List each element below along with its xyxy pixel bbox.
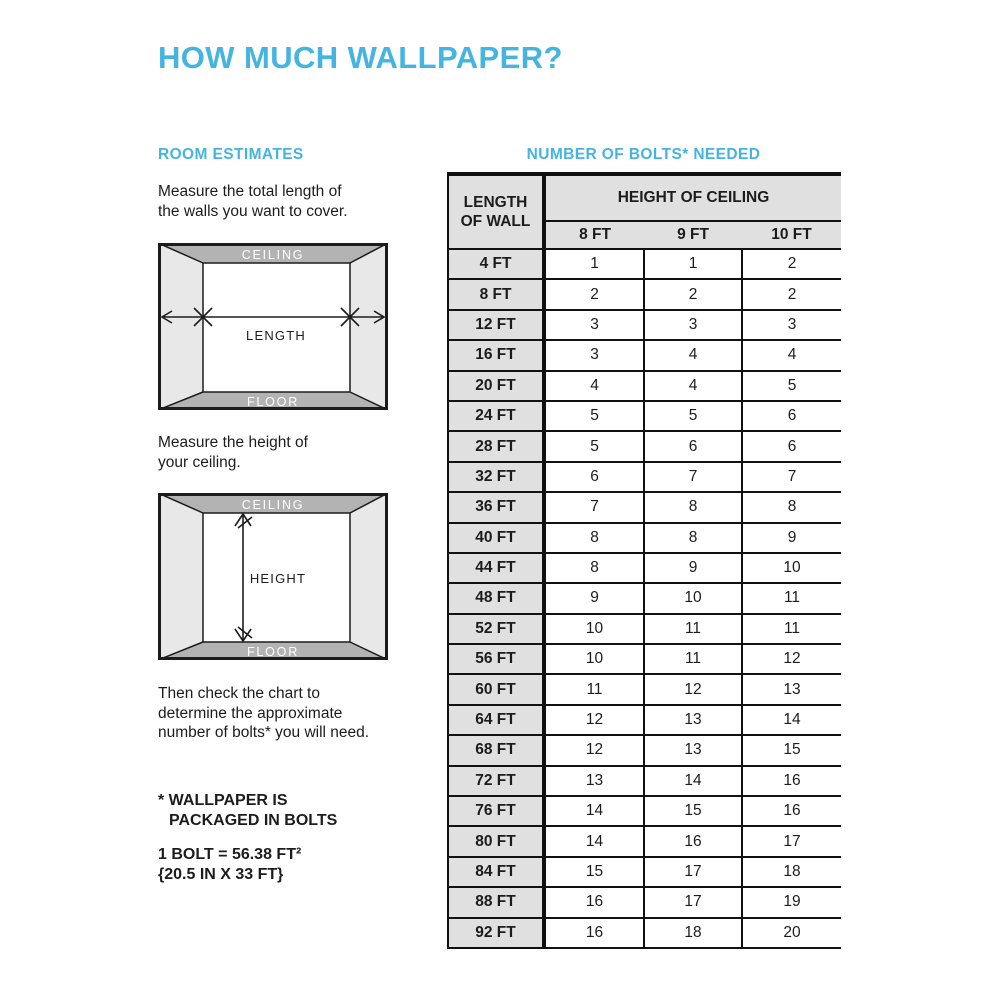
table-row [448, 583, 841, 613]
table-row [448, 614, 841, 644]
bolt-count-cell: 10 [644, 583, 742, 613]
bolt-count-cell: 16 [544, 887, 644, 917]
bolts-table-body [448, 249, 841, 948]
room-height-diagram [158, 493, 388, 660]
bolt-count-cell: 4 [742, 340, 841, 370]
bolt-size-line: 1 BOLT = 56.38 FT² [158, 846, 302, 863]
wall-length-cell: 4 FT [448, 249, 544, 279]
bolt-count-cell: 11 [742, 583, 841, 613]
table-row [448, 796, 841, 826]
room-length-diagram [158, 243, 388, 410]
col-header-9ft: 9 FT [644, 221, 742, 249]
table-row [448, 462, 841, 492]
bolt-count-cell: 12 [644, 674, 742, 704]
bolt-count-cell: 15 [544, 857, 644, 887]
bolt-count-cell: 16 [742, 766, 841, 796]
instruction-measure-height [158, 433, 308, 472]
bolt-count-cell: 2 [544, 279, 644, 309]
wall-length-cell: 44 FT [448, 553, 544, 583]
instruction-line: determine the approximate [158, 704, 343, 722]
table-row [448, 674, 841, 704]
bolt-count-cell: 4 [644, 371, 742, 401]
bolt-count-cell: 5 [544, 431, 644, 461]
bolt-count-cell: 14 [644, 766, 742, 796]
bolt-count-cell: 6 [742, 431, 841, 461]
bolt-count-cell: 2 [742, 249, 841, 279]
bolt-count-cell: 1 [644, 249, 742, 279]
left-wall-panel [158, 243, 203, 410]
page-title: HOW MUCH WALLPAPER? [158, 40, 563, 75]
wall-length-cell: 20 FT [448, 371, 544, 401]
bolt-count-cell: 19 [742, 887, 841, 917]
wall-length-cell: 92 FT [448, 918, 544, 948]
table-row [448, 249, 841, 279]
wall-length-cell: 80 FT [448, 826, 544, 856]
wall-length-cell: 16 FT [448, 340, 544, 370]
table-row [448, 857, 841, 887]
bolt-count-cell: 8 [544, 553, 644, 583]
header-line: LENGTH [463, 194, 528, 211]
table-row [448, 918, 841, 948]
bolt-count-cell: 4 [644, 340, 742, 370]
right-wall-panel [350, 243, 388, 410]
bolt-count-cell: 3 [742, 310, 841, 340]
footnote-line: * WALLPAPER IS [158, 792, 288, 809]
bolt-count-cell: 11 [742, 614, 841, 644]
bolt-size-info [158, 845, 301, 884]
instruction-line: the walls you want to cover. [158, 202, 348, 220]
bolts-table [447, 172, 841, 949]
wall-length-cell: 56 FT [448, 644, 544, 674]
bolt-count-cell: 8 [644, 492, 742, 522]
bolt-count-cell: 11 [644, 614, 742, 644]
bolt-count-cell: 12 [544, 735, 644, 765]
wall-length-cell: 88 FT [448, 887, 544, 917]
bolt-count-cell: 10 [544, 644, 644, 674]
ceiling-label: CEILING [241, 498, 305, 512]
bolt-count-cell: 12 [544, 705, 644, 735]
bolt-count-cell: 9 [742, 523, 841, 553]
bolts-footnote [158, 791, 337, 830]
ceiling-label: CEILING [241, 248, 305, 262]
bolt-count-cell: 10 [742, 553, 841, 583]
bolt-count-cell: 7 [544, 492, 644, 522]
bolt-count-cell: 13 [644, 705, 742, 735]
bolt-count-cell: 2 [644, 279, 742, 309]
table-row [448, 644, 841, 674]
bolt-count-cell: 16 [742, 796, 841, 826]
wall-length-cell: 24 FT [448, 401, 544, 431]
instruction-line: Then check the chart to [158, 685, 320, 702]
header-line: OF WALL [460, 213, 531, 230]
bolt-count-cell: 12 [742, 644, 841, 674]
floor-label: FLOOR [246, 395, 300, 409]
bolt-count-cell: 13 [644, 735, 742, 765]
bolt-count-cell: 16 [644, 826, 742, 856]
bolt-count-cell: 5 [544, 401, 644, 431]
bolt-count-cell: 6 [742, 401, 841, 431]
height-label: HEIGHT [249, 571, 307, 586]
wall-length-cell: 84 FT [448, 857, 544, 887]
bolt-count-cell: 8 [742, 492, 841, 522]
wall-length-cell: 32 FT [448, 462, 544, 492]
col-header-10ft: 10 FT [742, 221, 841, 249]
table-row [448, 887, 841, 917]
bolt-count-cell: 5 [742, 371, 841, 401]
table-row [448, 340, 841, 370]
table-row [448, 553, 841, 583]
bolt-count-cell: 14 [742, 705, 841, 735]
col-header-8ft: 8 FT [544, 221, 644, 249]
table-row [448, 371, 841, 401]
bolt-count-cell: 7 [644, 462, 742, 492]
instruction-measure-length [158, 182, 348, 221]
bolt-count-cell: 8 [544, 523, 644, 553]
bolt-count-cell: 2 [742, 279, 841, 309]
length-label: LENGTH [246, 328, 306, 343]
bolt-count-cell: 13 [742, 674, 841, 704]
bolt-count-cell: 13 [544, 766, 644, 796]
bolt-count-cell: 17 [644, 857, 742, 887]
wall-length-cell: 68 FT [448, 735, 544, 765]
bolt-count-cell: 9 [544, 583, 644, 613]
bolt-count-cell: 8 [644, 523, 742, 553]
floor-label: FLOOR [246, 645, 300, 659]
bolt-count-cell: 15 [644, 796, 742, 826]
height-of-ceiling-header: HEIGHT OF CEILING [544, 174, 841, 221]
bolt-count-cell: 17 [644, 887, 742, 917]
wall-length-cell: 72 FT [448, 766, 544, 796]
bolt-count-cell: 5 [644, 401, 742, 431]
wall-length-cell: 60 FT [448, 674, 544, 704]
table-row [448, 431, 841, 461]
bolt-count-cell: 10 [544, 614, 644, 644]
wall-length-cell: 36 FT [448, 492, 544, 522]
wall-length-cell: 76 FT [448, 796, 544, 826]
wall-length-cell: 8 FT [448, 279, 544, 309]
bolt-count-cell: 14 [544, 826, 644, 856]
bolts-needed-heading: NUMBER OF BOLTS* NEEDED [526, 146, 761, 163]
table-row [448, 766, 841, 796]
bolt-count-cell: 3 [544, 310, 644, 340]
bolt-count-cell: 15 [742, 735, 841, 765]
bolt-count-cell: 6 [544, 462, 644, 492]
right-wall-panel [350, 493, 388, 660]
footnote-line: PACKAGED IN BOLTS [169, 811, 338, 829]
wall-length-cell: 48 FT [448, 583, 544, 613]
wall-length-cell: 12 FT [448, 310, 544, 340]
bolt-count-cell: 18 [644, 918, 742, 948]
instruction-check-chart [158, 684, 369, 743]
table-row [448, 735, 841, 765]
table-row [448, 826, 841, 856]
wall-length-cell: 52 FT [448, 614, 544, 644]
bolt-count-cell: 11 [644, 644, 742, 674]
wall-length-cell: 64 FT [448, 705, 544, 735]
instruction-line: Measure the total length of [158, 183, 342, 200]
table-row [448, 523, 841, 553]
bolt-count-cell: 16 [544, 918, 644, 948]
bolt-count-cell: 14 [544, 796, 644, 826]
bolt-count-cell: 3 [644, 310, 742, 340]
instruction-line: Measure the height of [158, 434, 308, 451]
table-row [448, 310, 841, 340]
table-row [448, 705, 841, 735]
bolt-count-cell: 9 [644, 553, 742, 583]
room-estimates-heading: ROOM ESTIMATES [158, 146, 304, 163]
table-row [448, 279, 841, 309]
wall-length-cell: 28 FT [448, 431, 544, 461]
bolt-count-cell: 4 [544, 371, 644, 401]
length-of-wall-header [448, 174, 544, 249]
bolts-table-header [448, 174, 841, 249]
left-wall-panel [158, 493, 203, 660]
table-row [448, 492, 841, 522]
bolt-count-cell: 18 [742, 857, 841, 887]
bolt-count-cell: 6 [644, 431, 742, 461]
instruction-line: number of bolts* you will need. [158, 724, 370, 741]
bolt-count-cell: 20 [742, 918, 841, 948]
bolt-count-cell: 17 [742, 826, 841, 856]
wall-length-cell: 40 FT [448, 523, 544, 553]
table-row [448, 401, 841, 431]
instruction-line: your ceiling. [158, 453, 241, 471]
bolt-count-cell: 3 [544, 340, 644, 370]
bolt-count-cell: 11 [544, 674, 644, 704]
bolt-size-line: {20.5 IN X 33 FT} [158, 865, 284, 883]
bolt-count-cell: 1 [544, 249, 644, 279]
bolt-count-cell: 7 [742, 462, 841, 492]
